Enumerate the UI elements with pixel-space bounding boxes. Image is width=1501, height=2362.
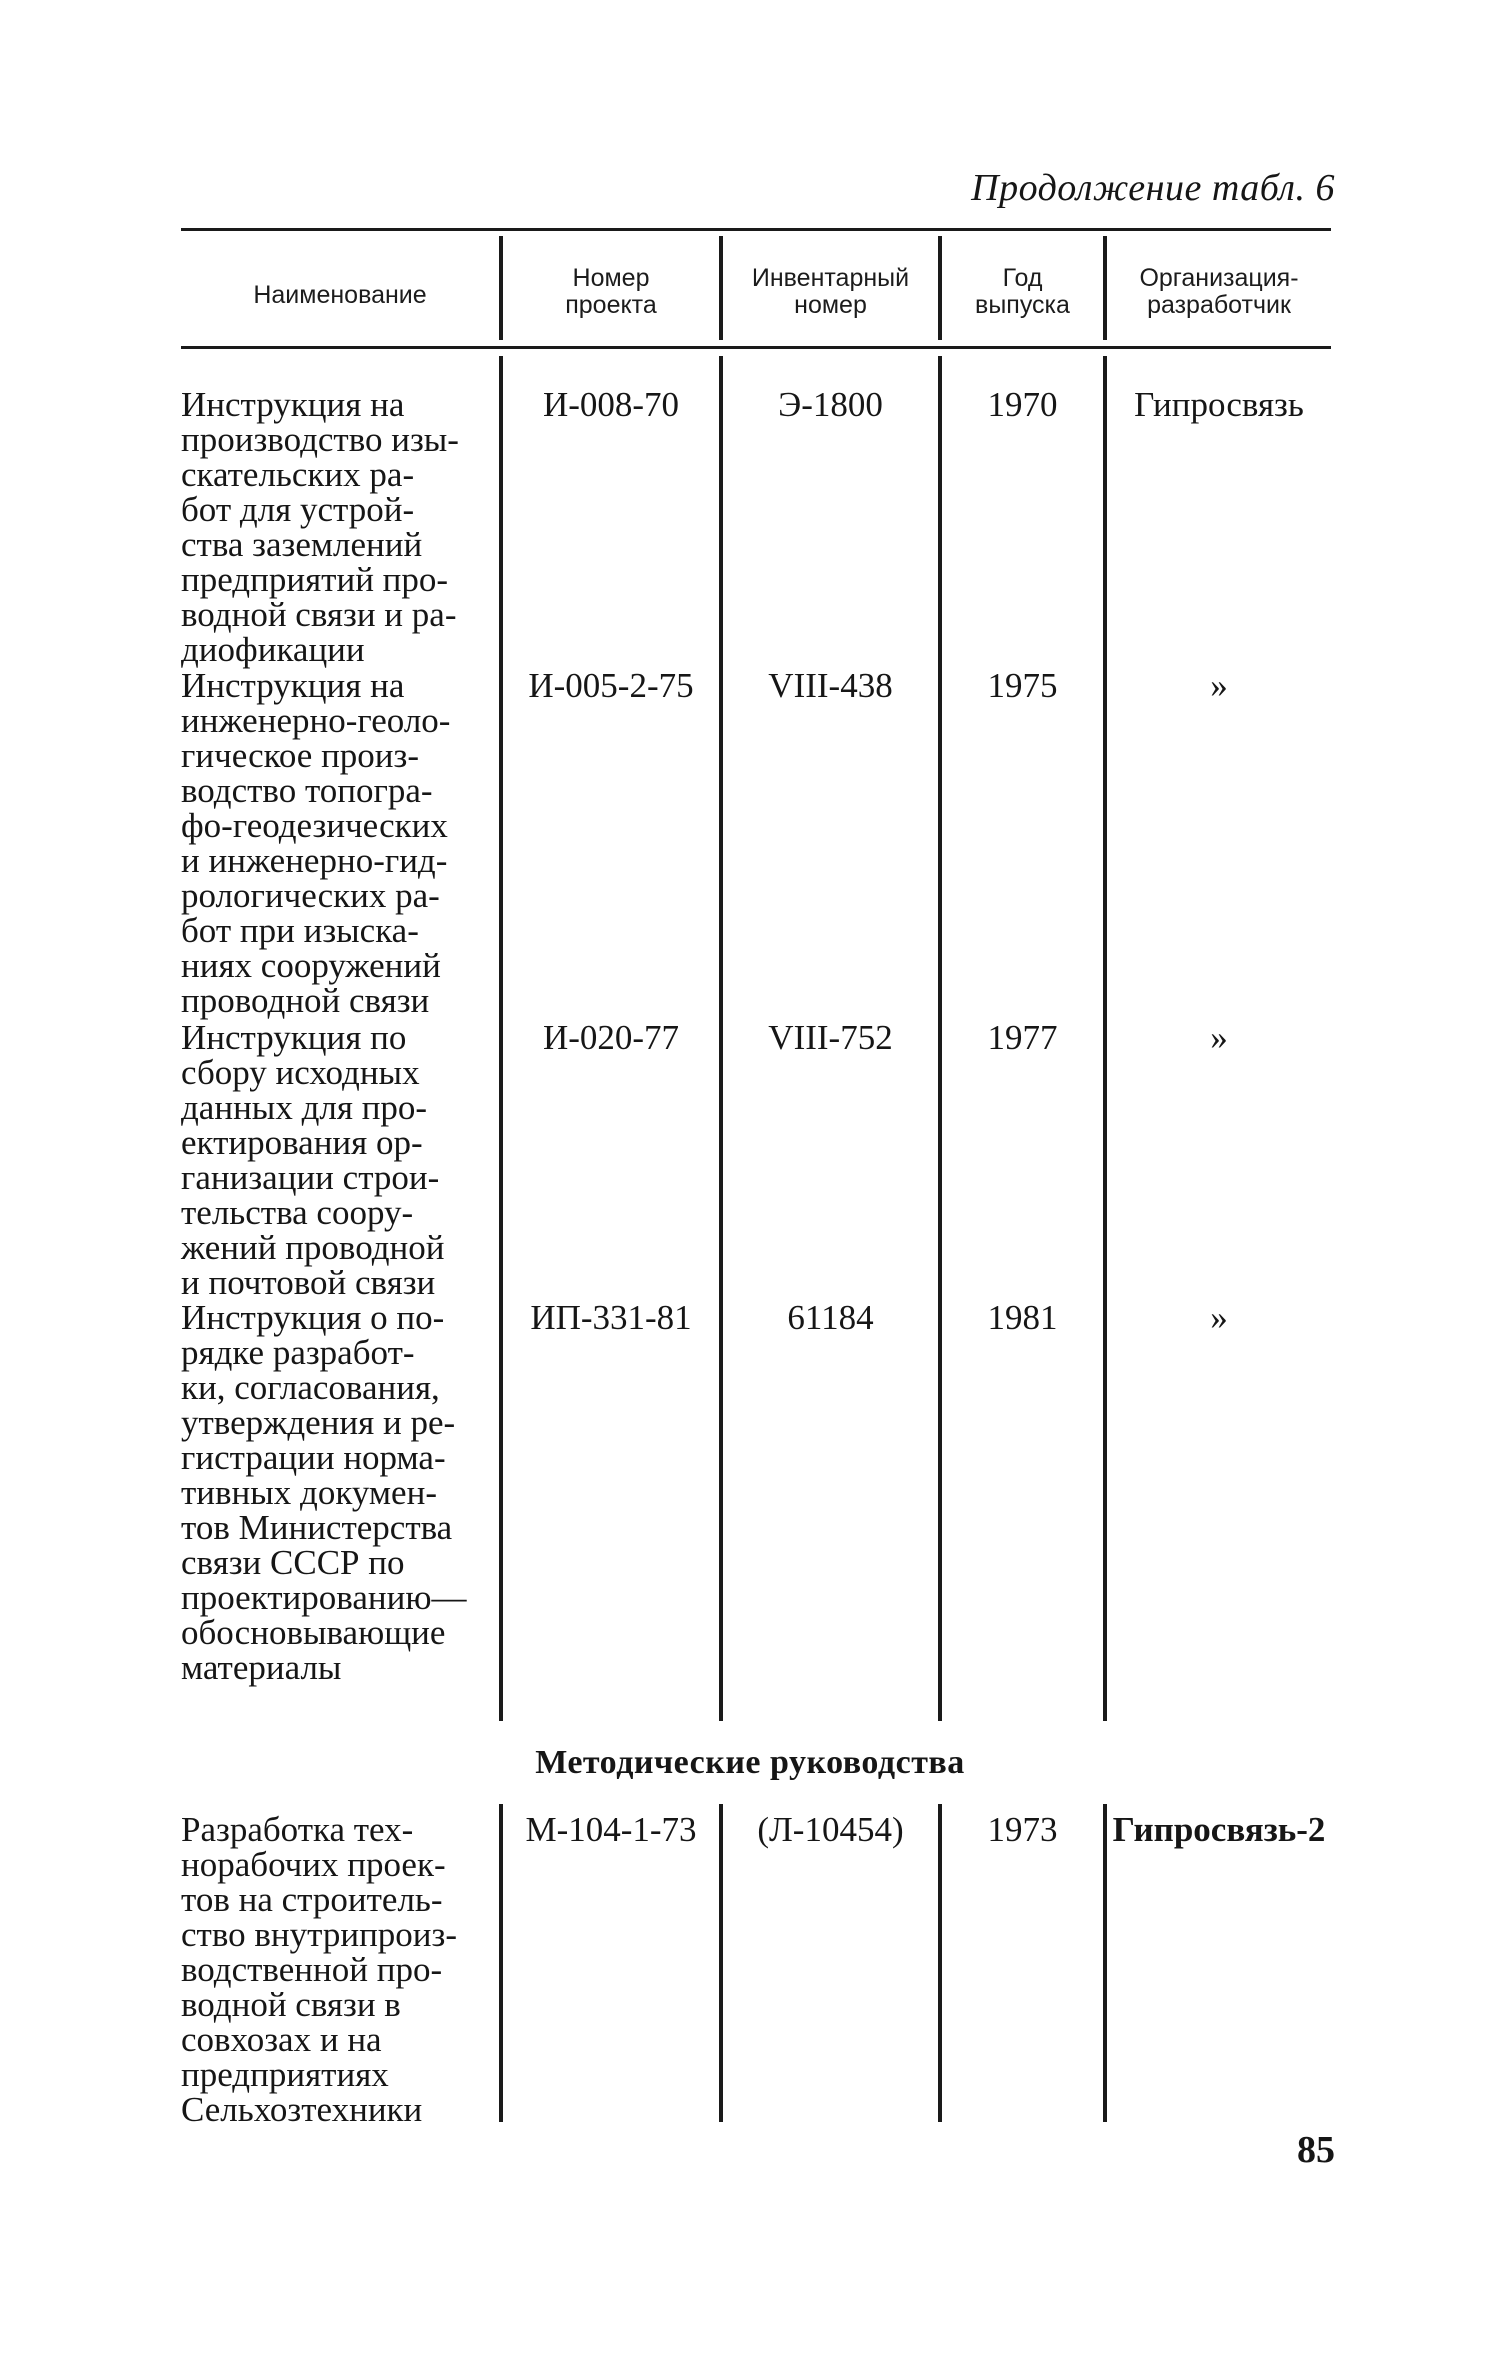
row-year: 1977 [987,1018,1058,1057]
row-project-number: И-008-70 [542,385,680,424]
row-project-number: И-005-2-75 [528,666,694,705]
header-inventory-number: Инвентарный номер [751,264,910,319]
row-project-number: ИП-331-81 [530,1298,692,1337]
column-divider [938,1804,942,2122]
row-developer: » [1210,1018,1228,1057]
column-divider [719,1804,723,2122]
row-year: 1981 [987,1298,1058,1337]
header-project-number: Номер проекта [565,264,657,319]
row-year: 1975 [987,666,1058,705]
row-inventory-number: (Л-10454) [757,1810,904,1849]
section-title: Методические руководства [535,1744,965,1781]
header-name: Наименование [253,281,427,309]
row-developer: Гипросвязь [1134,385,1304,424]
row-name: Инструкция о по- рядке разработ- ки, согласования, утверждения и ре- гистрации норма- тивных докумен- тов Министерства связи СССР по проектированию— обосновывающие материалы [181,1298,467,1687]
row-name: Инструкция на инженерно-геоло- гическое произ- водство топогра- фо-геодезических и инженерно-гид- рологических ра- бот при изыска- ниях сооружений проводной связи [181,666,451,1020]
column-divider [1103,1804,1107,2122]
row-developer: » [1210,1298,1228,1337]
row-inventory-number: Э-1800 [778,385,883,424]
row-developer: Гипросвязь-2 [1112,1810,1326,1849]
row-inventory-number: VIII-752 [768,1018,893,1057]
row-name: Инструкция на производство изы- скательских ра- бот для устрой- ства заземлений предприятий про- водной связи и ра- диофикации [181,385,459,669]
row-developer: » [1210,666,1228,705]
header-year: Год выпуска [975,264,1070,319]
header-developer: Организация- разработчик [1139,264,1299,319]
row-project-number: М-104-1-73 [525,1810,697,1849]
row-project-number: И-020-77 [542,1018,680,1057]
row-inventory-number: 61184 [787,1298,874,1337]
page-number: 85 [1297,2129,1335,2171]
column-divider [499,1804,503,2122]
table-top-rule [181,228,1331,231]
row-name: Инструкция по сбору исходных данных для про- ектирования ор- ганизации строи- тельства соору- жений проводной и почтовой связи [181,1018,445,1302]
row-inventory-number: VIII-438 [768,666,893,705]
continuation-title: Продолжение табл. 6 [971,167,1335,209]
header-bottom-rule [181,346,1331,349]
row-year: 1970 [987,385,1058,424]
row-name: Разработка тех- норабочих проек- тов на строитель- ство внутрипроиз- водственной про- водной связи в совхозах и на предприятиях Сельхозтехники [181,1810,458,2129]
row-year: 1973 [987,1810,1058,1849]
